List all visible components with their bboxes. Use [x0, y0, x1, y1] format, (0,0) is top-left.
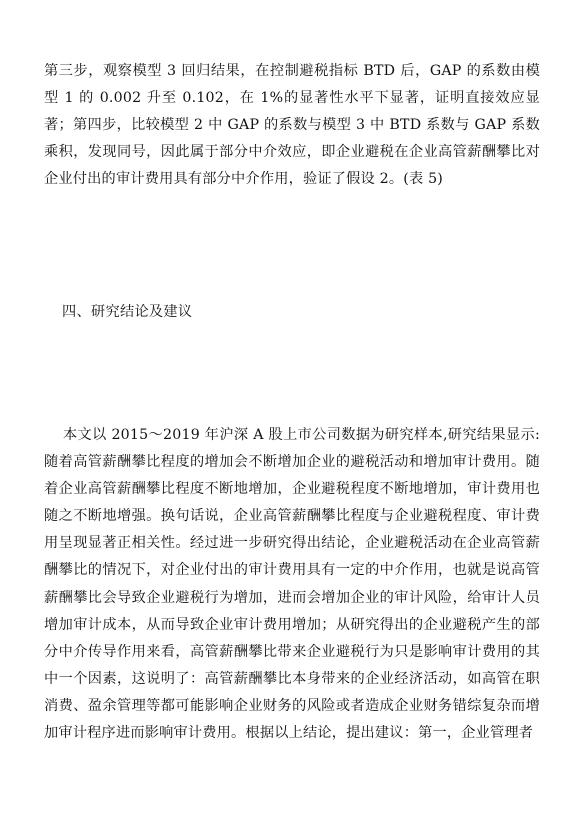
body-paragraph-conclusions: 本文以 2015～2019 年沪深 A 股上市公司数据为研究样本,研究结果显示:随着高管薪酬攀比程度的增加会不断增加企业的避税活动和增加审计费用。随着企业高管薪酬攀比程度不断地增加，企业避税程度不断地增加，审计费用也随之不断地增强。换句话说，企业高管薪酬攀比程度与企业避税程度、审计费用呈现显著正相关性。经过进一步研究得出结论，企业避税活动在企业高管薪酬攀比的情况下，对企业付出的审计费用具有一定的中介作用，也就是说高管薪酬攀比会导致企业避税行为增加，进而会增加企业的审计风险，给审计人员增加审计成本，从而导致企业审计费用增加；从研究得出的企业避税产生的部分中介传导作用来看，高管薪酬攀比带来企业避税行为只是影响审计费用的其中一个因素，这说明了：高管薪酬攀比本身带来的企业经济活动，如高管在职消费、盈余管理等都可能影响企业财务的风险或者造成企业财务错综复杂而增加审计程序进而影响审计费用。根据以上结论，提出建议：第一，企业管理者: [44, 427, 540, 742]
section-heading-conclusions: 四、研究结论及建议: [62, 304, 193, 320]
body-paragraph-step-three: 第三步，观察模型 3 回归结果，在控制避税指标 BTD 后，GAP 的系数由模型 1 的 0.002 升至 0.102，在 1%的显著性水平下显著，证明直接效应显著；第四步，比较模型 2 中 GAP 的系数与模型 3 中 BTD 系数与 GAP 系数乘积，发现同号，因此属于部分中介效应，即企业避税在企业高管薪酬攀比对企业付出的审计费用具有部分中介作用，验证了假设 2。(表 5): [44, 63, 540, 188]
